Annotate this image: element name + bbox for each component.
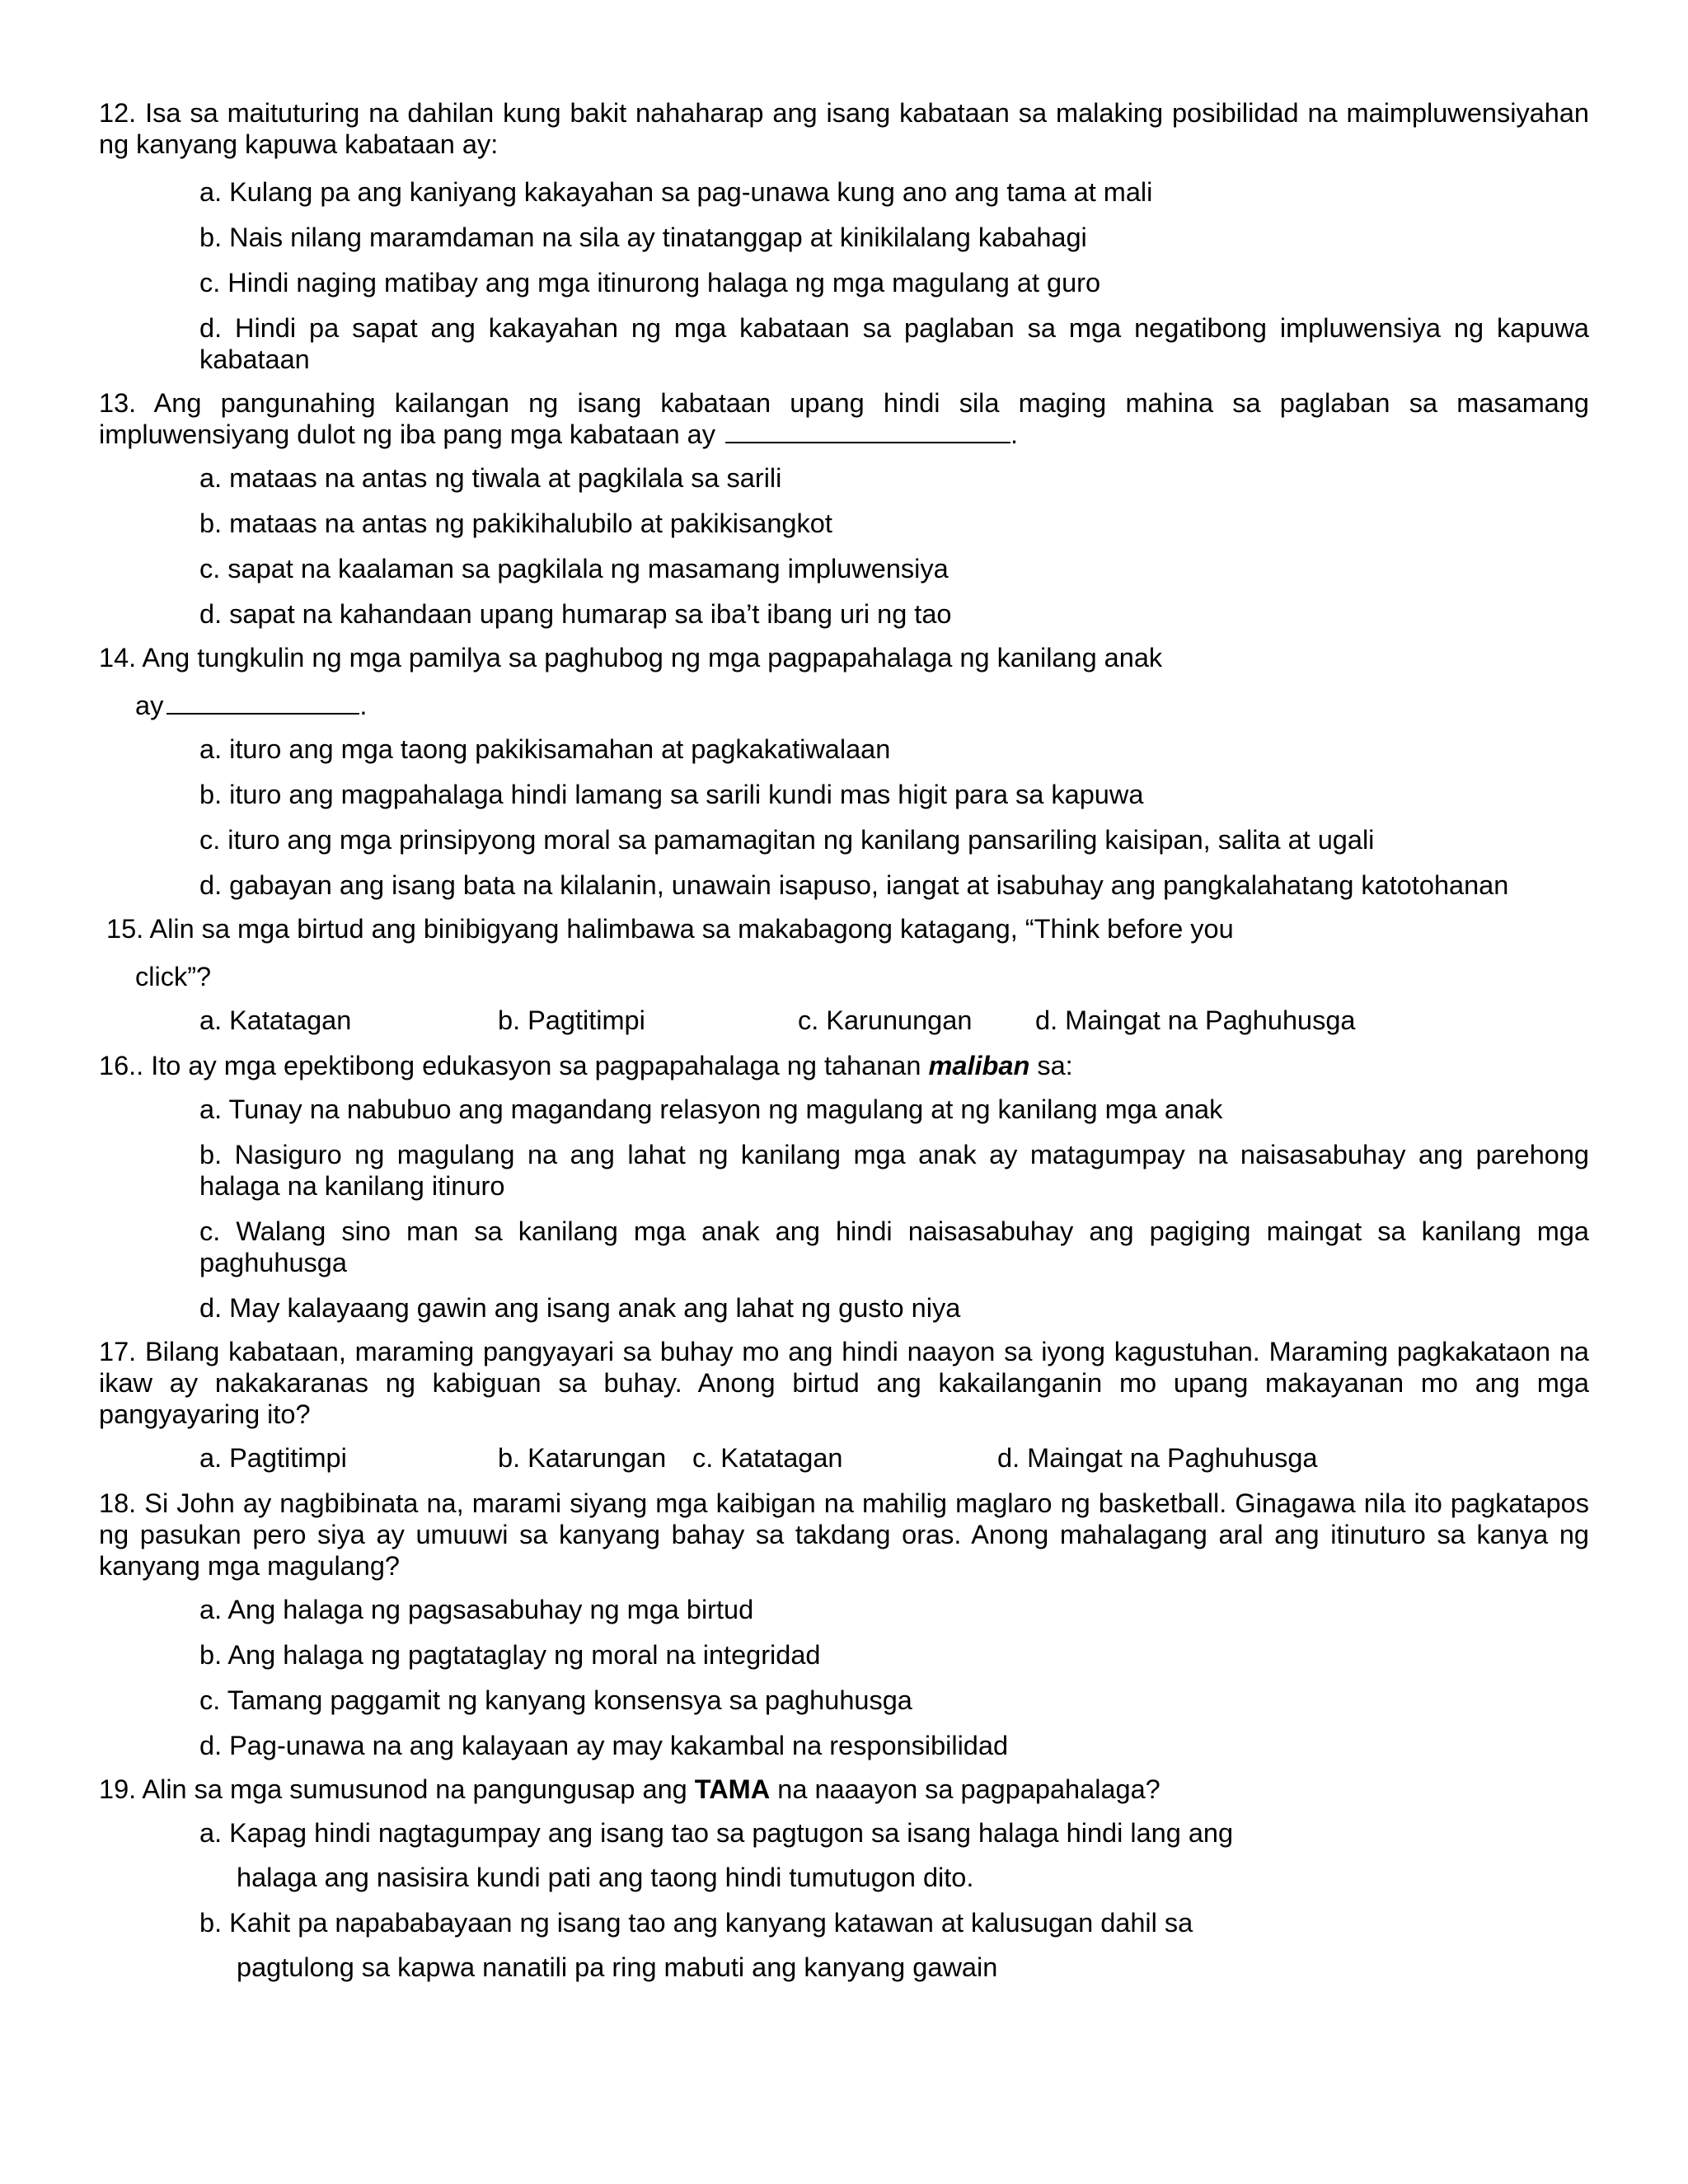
question-19-stem [99, 1774, 1589, 1805]
question-18-option-a: a. Ang halaga ng pagsasabuhay ng mga birtud [199, 1595, 754, 1624]
question-19-stem-post: na naaayon sa pagpapahalaga? [770, 1774, 1160, 1804]
question-19-option-b [199, 1907, 1589, 1983]
question-16-stem [99, 1050, 1589, 1081]
question-18-stem: 18. Si John ay nagbibinata na, marami siyang mga kaibigan na mahilig maglaro ng basketball. Ginagawa nila ito pagkatapos ng pasukan pero siya ay umuuwi sa kanyang bahay sa takdang oras. Anong mahalagang aral ang itinuturo sa kanya ng kanyang mga magulang? [99, 1488, 1589, 1581]
question-16-option-a: a. Tunay na nabubuo ang magandang relasyon ng magulang at ng kanilang mga anak [199, 1094, 1223, 1124]
question-19-option-a-line2: halaga ang nasisira kundi pati ang taong hindi tumutugon dito. [237, 1863, 974, 1892]
question-14-option-a: a. ituro ang mga taong pakikisamahan at pagkakatiwalaan [199, 734, 891, 764]
answer-blank [725, 419, 1010, 443]
question-12-option-c: c. Hindi naging matibay ang mga itinurong halaga ng mga magulang at guro [199, 268, 1101, 298]
question-14-option-d: d. gabayan ang isang bata na kilalanin, unawain isapuso, iangat at isabuhay ang pangkalahatang katotohanan [199, 870, 1509, 900]
question-18-option-d: d. Pag-unawa na ang kalayaan ay may kakambal na responsibilidad [199, 1731, 1009, 1760]
question-16-stem-post: sa: [1029, 1051, 1073, 1080]
question-13-option-d: d. sapat na kahandaan upang humarap sa iba’t ibang uri ng tao [199, 599, 952, 629]
question-19-option-b-line1: b. Kahit pa napababayaan ng isang tao ang kanyang katawan at kalusugan dahil sa [199, 1908, 1193, 1938]
question-15-stem-continuation: click”? [135, 962, 212, 991]
question-18-option-b: b. Ang halaga ng pagtataglay ng moral na integridad [199, 1640, 821, 1670]
question-19-option-b-line2: pagtulong sa kapwa nanatili pa ring mabuti ang kanyang gawain [237, 1952, 998, 1982]
question-19-option-a-line1: a. Kapag hindi nagtagumpay ang isang tao sa pagtugon sa isang halaga hindi lang ang [199, 1818, 1234, 1848]
question-14-stem-end: . [359, 691, 368, 720]
question-13-stem-end: . [1010, 419, 1019, 449]
question-13-stem [99, 387, 1589, 450]
question-18-option-c: c. Tamang paggamit ng kanyang konsensya sa paghuhusga [199, 1685, 912, 1715]
question-14-option-b: b. ituro ang magpahalaga hindi lamang sa sarili kundi mas higit para sa kapuwa [199, 780, 1144, 809]
question-19-emphasis: TAMA [694, 1774, 771, 1804]
question-13-option-c: c. sapat na kaalaman sa pagkilala ng masamang impluwensiya [199, 554, 949, 583]
question-19-stem-pre: 19. Alin sa mga sumusunod na pangungusap ang [99, 1774, 695, 1804]
question-17-options-row [199, 1442, 1589, 1474]
answer-blank [166, 690, 359, 715]
question-12-stem: 12. Isa sa maituturing na dahilan kung bakit nahaharap ang isang kabataan sa malaking posibilidad na maimpluwensiyahan ng kanyang kapuwa kabataan ay: [99, 98, 1589, 159]
question-13-option-b: b. mataas na antas ng pakikihalubilo at pakikisangkot [199, 509, 832, 538]
question-15-option-b: b. Pagtitimpi [498, 1005, 645, 1035]
question-14-stem-cont-text: ay [135, 691, 164, 720]
question-17-option-b: b. Katarungan [498, 1443, 667, 1473]
question-16-emphasis: maliban [928, 1051, 1030, 1080]
question-15-stem-text: 15. Alin sa mga birtud ang binibigyang halimbawa sa makabagong katagang, “Think before you [99, 914, 1234, 944]
question-15-stem [99, 913, 1589, 992]
question-15-options-row [199, 1005, 1589, 1036]
question-15-option-a: a. Katatagan [199, 1005, 352, 1035]
question-17-stem: 17. Bilang kabataan, maraming pangyayari sa buhay mo ang hindi naayon sa iyong kagustuhan. Maraming pagkakataon na ikaw ay nakakaranas ng kabiguan sa buhay. Anong birtud ang kakailanganin mo upang makayanan mo ang mga pangyayaring ito? [99, 1337, 1589, 1429]
question-16-option-c: c. Walang sino man sa kanilang mga anak ang hindi naisasabuhay ang pagiging maingat sa kanilang mga paghuhusga [199, 1216, 1589, 1277]
exam-page [99, 97, 1589, 1997]
question-16-option-d: d. May kalayaang gawin ang isang anak ang lahat ng gusto niya [199, 1293, 961, 1323]
question-13-stem-text: 13. Ang pangunahing kailangan ng isang kabataan upang hindi sila maging mahina sa paglaban sa masamang impluwensiyang dulot ng iba pang mga kabataan ay [99, 388, 1589, 449]
question-19-option-a [199, 1817, 1589, 1893]
question-15-option-d: d. Maingat na Paghuhusga [1035, 1005, 1356, 1035]
question-16-stem-pre: 16.. Ito ay mga epektibong edukasyon sa pagpapahalaga ng tahanan [99, 1051, 929, 1080]
question-13-option-a: a. mataas na antas ng tiwala at pagkilala sa sarili [199, 463, 782, 493]
question-12-option-a: a. Kulang pa ang kaniyang kakayahan sa pag-unawa kung ano ang tama at mali [199, 177, 1153, 207]
question-12-option-d: d. Hindi pa sapat ang kakayahan ng mga kabataan sa paglaban sa mga negatibong impluwensiya ng kapuwa kabataan [199, 313, 1589, 374]
question-12-option-b: b. Nais nilang maramdaman na sila ay tinatanggap at kinikilalang kabahagi [199, 223, 1087, 252]
question-17-option-a: a. Pagtitimpi [199, 1443, 347, 1473]
question-14-stem-continuation [135, 690, 1589, 721]
question-17-option-c: c. Katatagan [692, 1443, 843, 1473]
question-15-option-c: c. Karunungan [798, 1005, 973, 1035]
question-14-stem [99, 642, 1589, 721]
question-16-option-b: b. Nasiguro ng magulang na ang lahat ng kanilang mga anak ay matagumpay na naisasabuhay ang parehong halaga na kanilang itinuro [199, 1140, 1589, 1201]
question-17-option-d: d. Maingat na Paghuhusga [997, 1443, 1318, 1473]
question-14-option-c: c. ituro ang mga prinsipyong moral sa pamamagitan ng kanilang pansariling kaisipan, salita at ugali [199, 825, 1375, 855]
question-14-stem-text: 14. Ang tungkulin ng mga pamilya sa paghubog ng mga pagpapahalaga ng kanilang anak [99, 643, 1163, 673]
